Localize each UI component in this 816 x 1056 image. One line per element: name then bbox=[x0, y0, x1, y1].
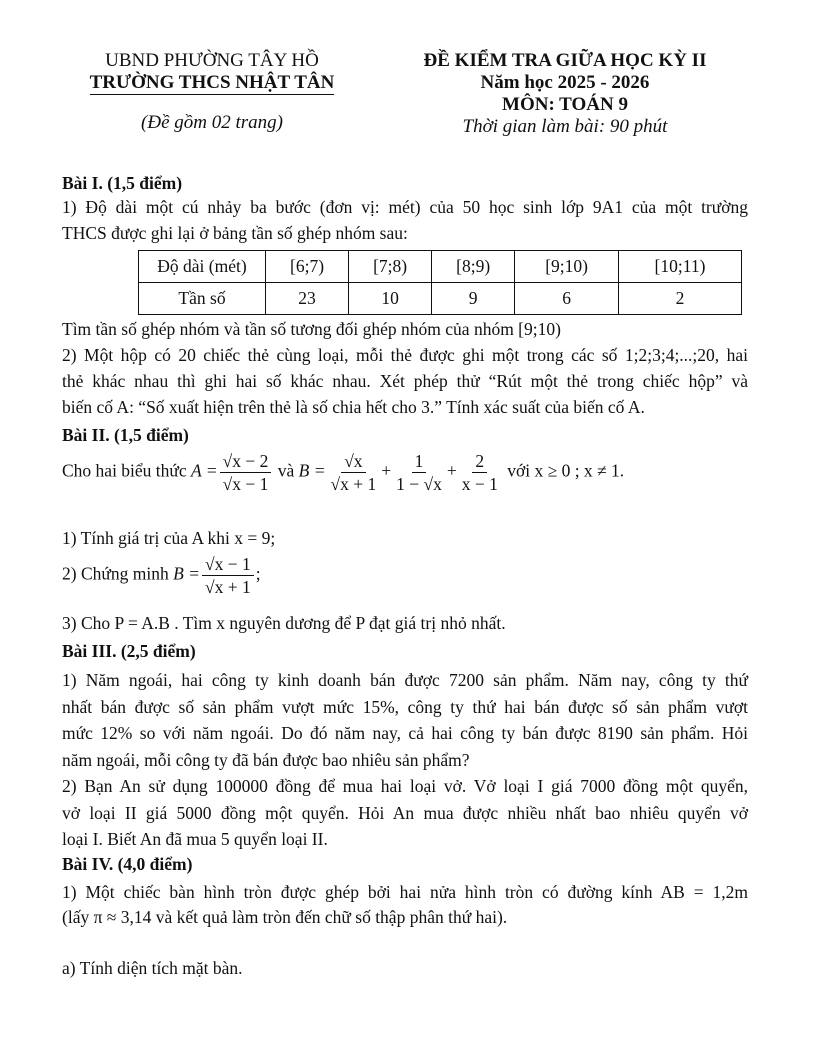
table-cell: 10 bbox=[349, 283, 432, 315]
fraction-a: $\frac{√x - 2}{√x - 1}$ bbox=[220, 450, 272, 495]
fraction-b3: $\frac{2}{x - 1}$ bbox=[461, 451, 498, 494]
text-line: 1) Tính giá trị của A khi x = 9; bbox=[62, 528, 276, 548]
authority-name: UBND PHƯỜNG TÂY HỒ bbox=[105, 50, 319, 71]
text-line: 1) Một chiếc bàn hình tròn được ghép bởi hai nửa hình tròn có đường kính AB = 1,2m bbox=[62, 882, 748, 902]
expression-line: Cho hai biểu thức A = $\frac{√x - 2}{√x - 1}$ và B = $\frac{√x}{√x + 1}$ + $\frac{1}{1 - √x}$ + $\frac{2}{x - 1}$ với x ≥ 0 ; x ≠ 1. bbox=[62, 451, 625, 494]
school-year: Năm học 2025 - 2026 bbox=[480, 72, 650, 93]
text-line: Tìm tần số ghép nhóm và tần số tương đối ghép nhóm của nhóm [9;10) bbox=[62, 319, 561, 339]
exam-title: ĐỀ KIỂM TRA GIỮA HỌC KỲ II bbox=[423, 50, 707, 71]
table-header: Tần số bbox=[139, 283, 266, 315]
fraction-b1: $\frac{√x}{√x + 1}$ bbox=[330, 451, 377, 494]
table-cell: [10;11) bbox=[618, 251, 741, 283]
text-line: a) Tính diện tích mặt bàn. bbox=[62, 958, 243, 978]
table-cell: [7;8) bbox=[349, 251, 432, 283]
text-line: 3) Cho P = A.B . Tìm x nguyên dương để P đạt giá trị nhỏ nhất. bbox=[62, 613, 506, 633]
table-cell: [9;10) bbox=[515, 251, 619, 283]
exam-duration: Thời gian làm bài: 90 phút bbox=[462, 116, 668, 137]
header-right bbox=[395, 50, 735, 138]
text-line: THCS được ghi lại ở bảng tần số ghép nhóm sau: bbox=[62, 223, 408, 243]
header-left bbox=[62, 50, 362, 134]
text-line: (lấy π ≈ 3,14 và kết quả làm tròn đến chữ số thập phân thứ hai). bbox=[62, 907, 508, 927]
text-line: 1) Năm ngoái, hai công ty kinh doanh bán được 7200 sản phẩm. Năm nay, công ty thứ bbox=[62, 670, 748, 690]
text-line: nhất bán được số sản phẩm vượt mức 15%, công ty thứ hai bán được số sản phẩm vượt bbox=[62, 697, 748, 717]
text-line: năm ngoái, mỗi công ty đã bán được bao nhiêu sản phẩm? bbox=[62, 750, 470, 770]
table-row bbox=[139, 283, 742, 315]
text-line: thẻ khác nhau thì ghi hai số khác nhau. Xét phép thử “Rút một thẻ trong chiếc hộp” và bbox=[62, 371, 748, 391]
table-cell: 23 bbox=[266, 283, 349, 315]
text-line: 1) Độ dài một cú nhảy ba bước (đơn vị: mét) của 50 học sinh lớp 9A1 của một trường bbox=[62, 197, 748, 217]
text-line: 2) Một hộp có 20 chiếc thẻ cùng loại, mỗi thẻ được ghi một trong các số 1;2;3;4;...;20, hai bbox=[62, 345, 748, 365]
table-cell: 9 bbox=[432, 283, 515, 315]
subject: MÔN: TOÁN 9 bbox=[502, 94, 628, 115]
expression-line: 2) Chứng minh B = $\frac{√x - 1}{√x + 1}$ ; bbox=[62, 554, 261, 597]
text-line: loại I. Biết An đã mua 5 quyển loại II. bbox=[62, 829, 328, 849]
table-header: Độ dài (mét) bbox=[139, 251, 266, 283]
text-line: 2) Bạn An sử dụng 100000 đồng để mua hai loại vở. Vở loại I giá 7000 đồng một quyển, bbox=[62, 776, 748, 796]
section-heading: Bài II. (1,5 điểm) bbox=[62, 425, 189, 445]
table-cell: [6;7) bbox=[266, 251, 349, 283]
school-name: TRƯỜNG THCS NHẬT TÂN bbox=[89, 72, 335, 93]
table-row bbox=[139, 251, 742, 283]
text-line: biến cố A: “Số xuất hiện trên thẻ là số chia hết cho 3.” Tính xác suất của biến cố A. bbox=[62, 397, 645, 417]
text-line: mức 12% so với năm ngoái. Do đó năm nay, cả hai công ty bán được 8190 sản phẩm. Hỏi bbox=[62, 723, 748, 743]
table-cell: [8;9) bbox=[432, 251, 515, 283]
fraction-b: $\frac{√x - 1}{√x + 1}$ bbox=[202, 553, 254, 598]
section-heading: Bài I. (1,5 điểm) bbox=[62, 173, 183, 193]
page-count-note: (Đề gồm 02 trang) bbox=[141, 112, 283, 133]
fraction-b2: $\frac{1}{1 - √x}$ bbox=[396, 451, 442, 494]
table-cell: 6 bbox=[515, 283, 619, 315]
section-heading: Bài III. (2,5 điểm) bbox=[62, 641, 196, 661]
text-line: vở loại II giá 5000 đồng một quyển. Hỏi An mua được nhiều nhất bao nhiêu quyển vở bbox=[62, 803, 748, 823]
table-cell: 2 bbox=[618, 283, 741, 315]
frequency-table bbox=[138, 250, 742, 315]
section-heading: Bài IV. (4,0 điểm) bbox=[62, 854, 193, 874]
